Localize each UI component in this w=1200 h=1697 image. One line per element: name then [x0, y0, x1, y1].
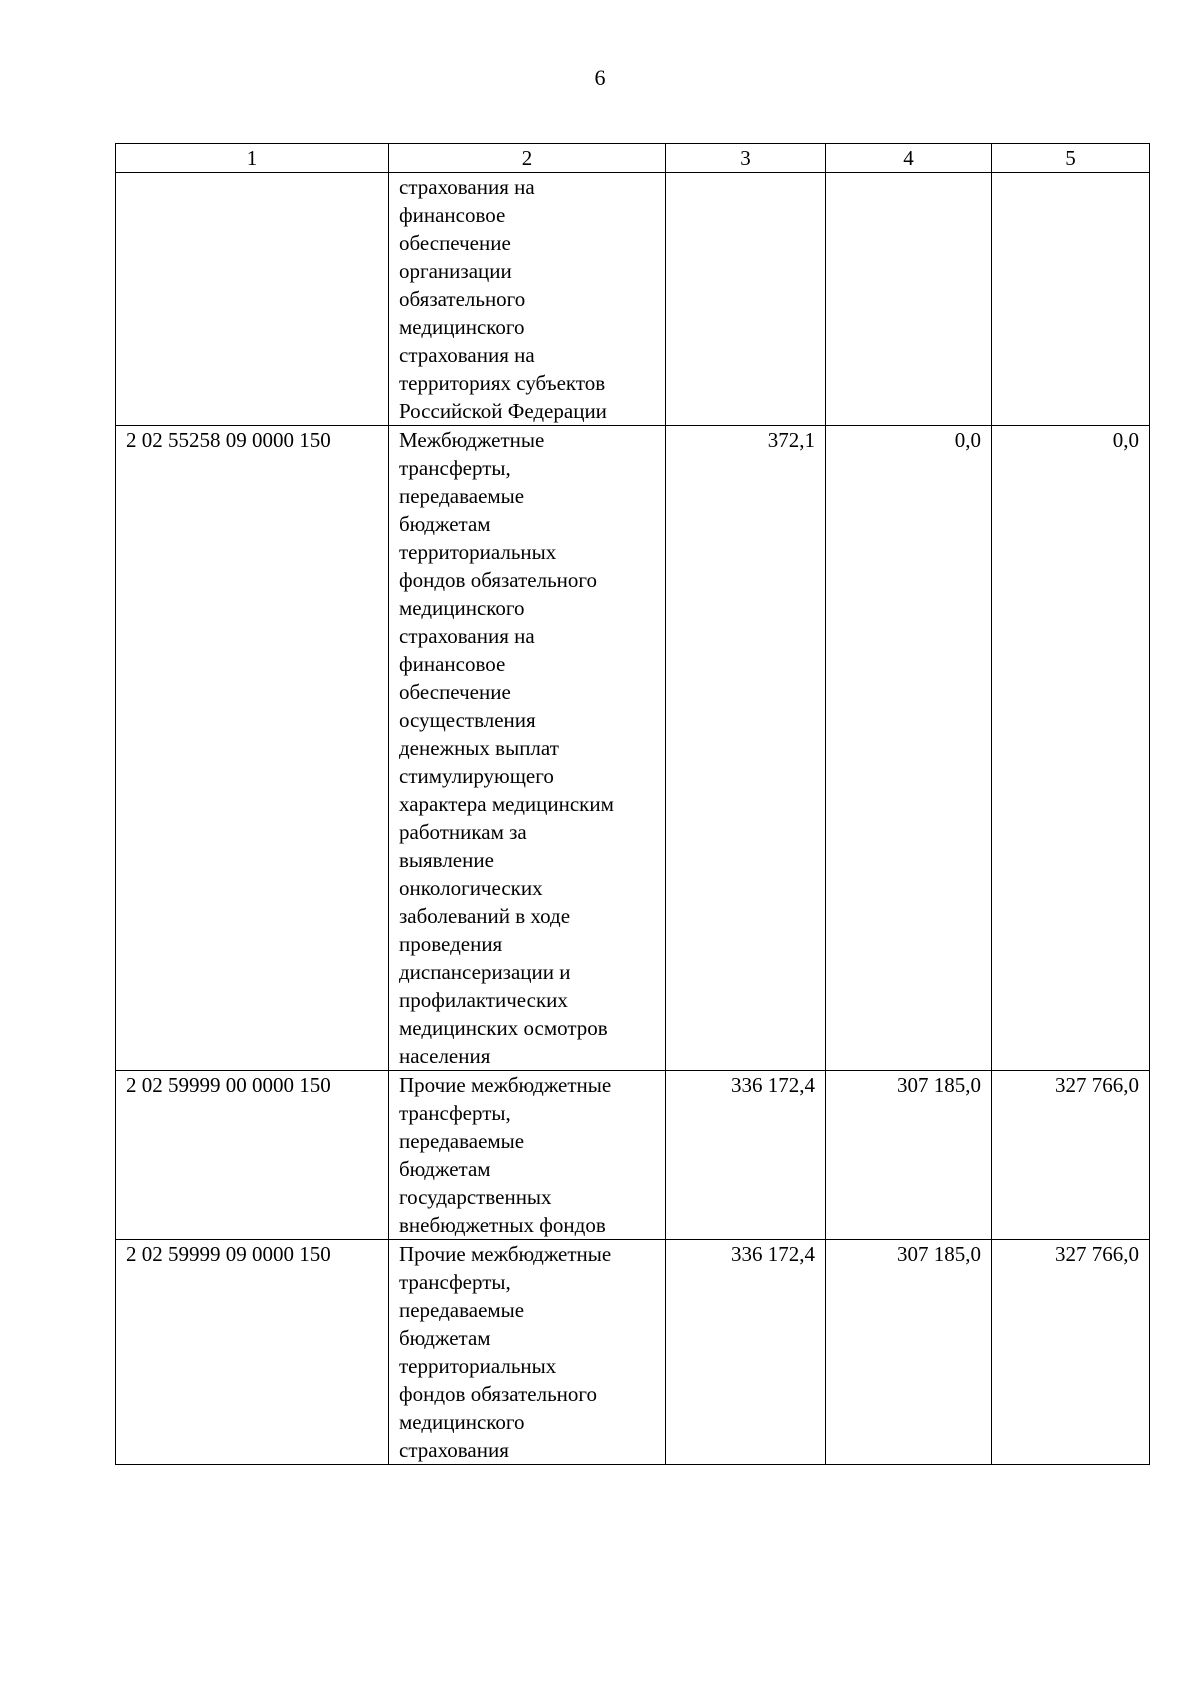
name-cell: Прочие межбюджетные трансферты, передаваемые бюджетам территориальных фондов обязательного медицинского страхования: [389, 1240, 666, 1465]
table-row: [116, 1240, 1150, 1465]
value-cell-col5: 327 766,0: [992, 1071, 1150, 1240]
code-cell: 2 02 55258 09 0000 150: [116, 426, 389, 1071]
code-cell: 2 02 59999 09 0000 150: [116, 1240, 389, 1465]
value-cell-col4: [826, 173, 992, 426]
value-cell-col5: 327 766,0: [992, 1240, 1150, 1465]
budget-table: [115, 143, 1150, 1465]
page-number: 6: [594, 65, 606, 90]
name-cell: Прочие межбюджетные трансферты, передаваемые бюджетам государственных внебюджетных фондов: [389, 1071, 666, 1240]
table-header-row: [116, 144, 1150, 173]
header-cell-1: 1: [116, 144, 389, 173]
value-cell-col5: [992, 173, 1150, 426]
name-cell: Межбюджетные трансферты, передаваемые бюджетам территориальных фондов обязательного медицинского страхования на финансовое обеспечение осуществления денежных выплат стимулирующего характера медицинским работникам за выявление онкологических заболеваний в ходе проведения диспансеризации и профилактических медицинских осмотров населения: [389, 426, 666, 1071]
value-cell-col3: 372,1: [666, 426, 826, 1071]
header-cell-5: 5: [992, 144, 1150, 173]
value-cell-col3: 336 172,4: [666, 1240, 826, 1465]
table-row: [116, 1071, 1150, 1240]
value-cell-col5: 0,0: [992, 426, 1150, 1071]
name-cell: страхования на финансовое обеспечение организации обязательного медицинского страхования на территориях субъектов Российской Федерации: [389, 173, 666, 426]
header-cell-2: 2: [389, 144, 666, 173]
value-cell-col3: [666, 173, 826, 426]
code-cell: 2 02 59999 00 0000 150: [116, 1071, 389, 1240]
value-cell-col4: 307 185,0: [826, 1240, 992, 1465]
code-cell: [116, 173, 389, 426]
table-row: [116, 426, 1150, 1071]
header-cell-3: 3: [666, 144, 826, 173]
value-cell-col3: 336 172,4: [666, 1071, 826, 1240]
value-cell-col4: 0,0: [826, 426, 992, 1071]
header-cell-4: 4: [826, 144, 992, 173]
value-cell-col4: 307 185,0: [826, 1071, 992, 1240]
table-row: [116, 173, 1150, 426]
